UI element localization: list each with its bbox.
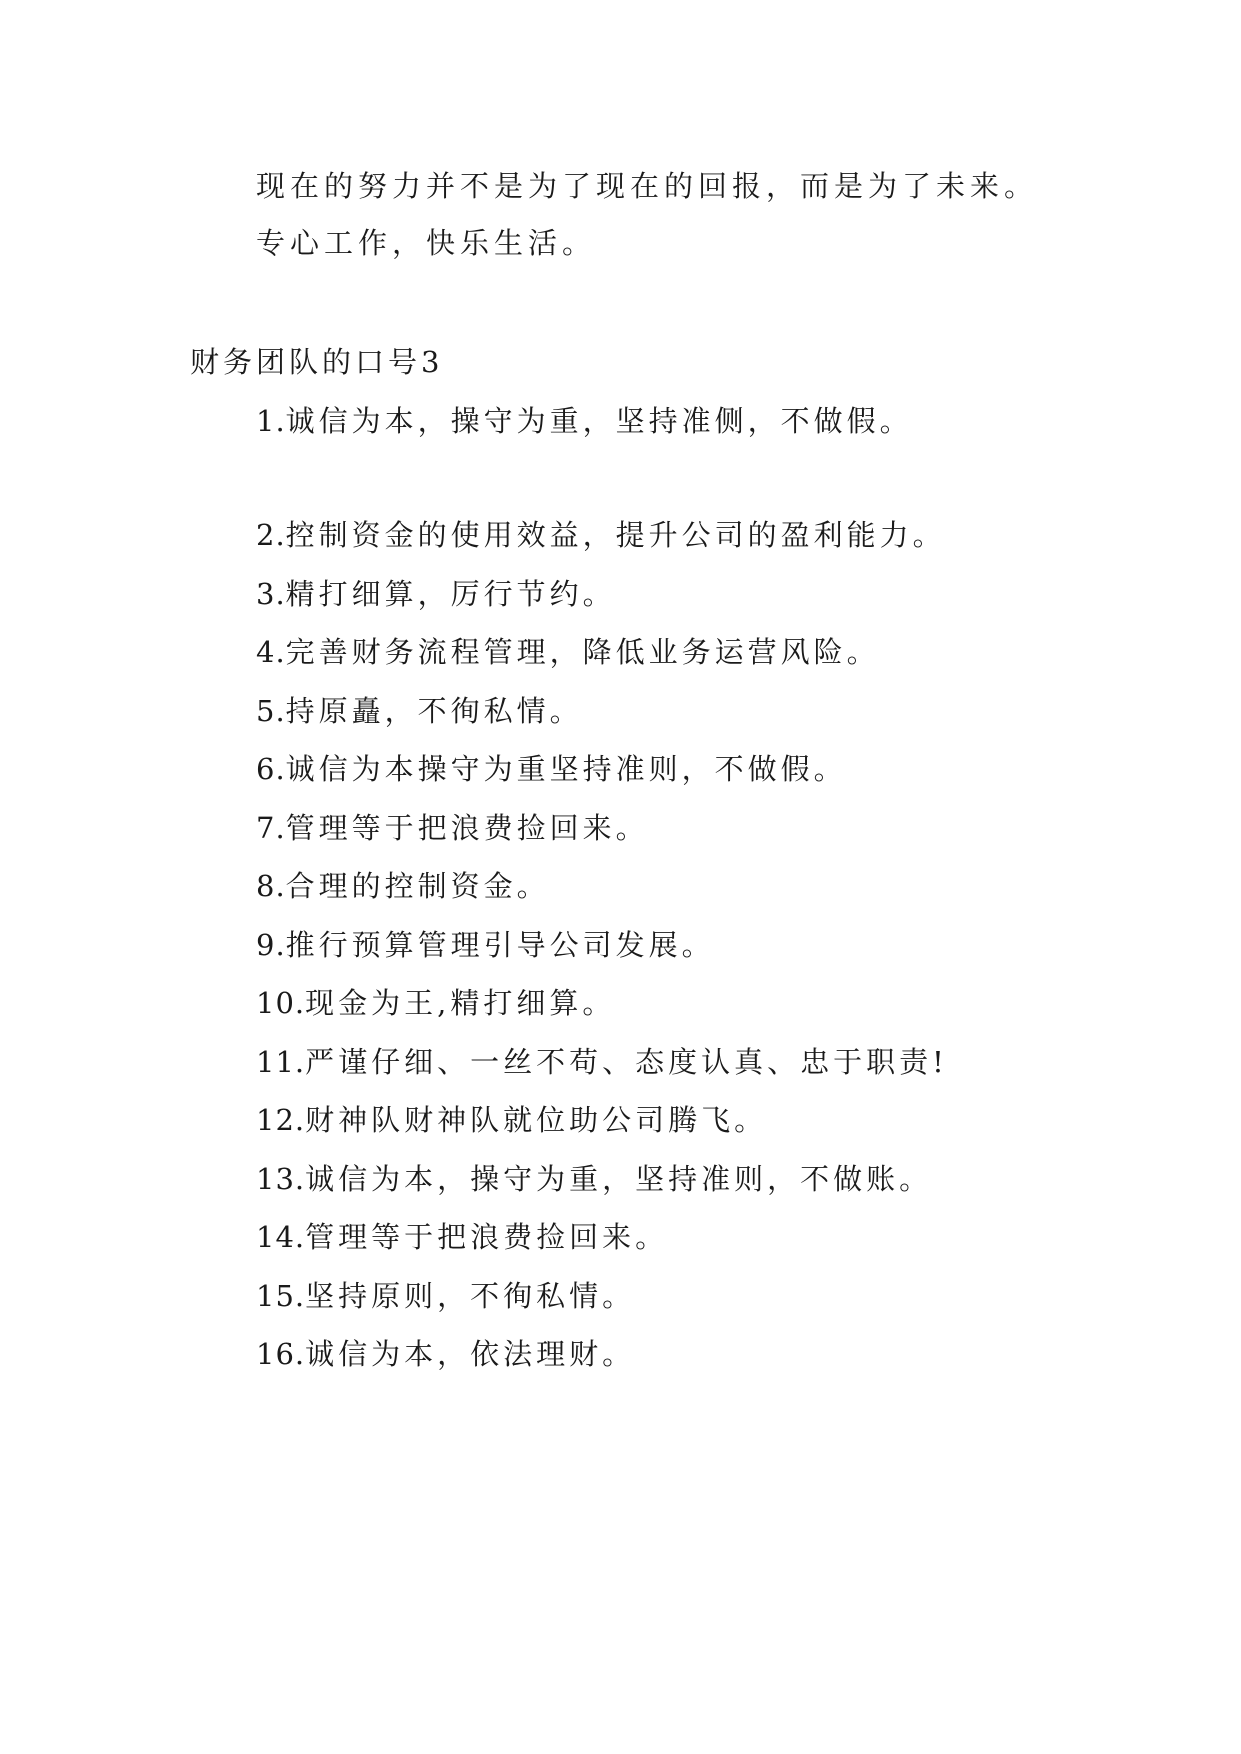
item-text: 管理等于把浪费捡回来。 [305, 1220, 669, 1254]
list-item [256, 1276, 635, 1316]
item-text: 管理等于把浪费捡回来。 [285, 811, 649, 845]
item-number: 16. [256, 1337, 306, 1371]
list-item [256, 925, 715, 965]
list-item [256, 632, 880, 672]
item-text: 严谨仔细、一丝不苟、态度认真、忠于职责! [305, 1045, 948, 1079]
item-number: 8. [256, 869, 286, 903]
item-number: 4. [256, 635, 286, 669]
item-number: 6. [256, 752, 286, 786]
item-number: 15. [256, 1279, 306, 1313]
item-number: 13. [256, 1162, 306, 1196]
item-text: 合理的控制资金。 [285, 869, 550, 903]
intro-line-1: 现在的努力并不是为了现在的回报，而是为了未来。 [256, 169, 1039, 203]
item-number: 2. [256, 518, 286, 552]
list-item [256, 1217, 668, 1257]
section-title: 财务团队的口号3 [190, 345, 444, 379]
list-item [256, 808, 649, 848]
item-number: 9. [256, 928, 286, 962]
list-item [256, 866, 550, 906]
item-number: 10. [256, 986, 306, 1020]
item-number: 5. [256, 694, 286, 728]
item-text: 坚持原则，不徇私情。 [305, 1279, 636, 1313]
item-text: 诚信为本，操守为重，坚持准则，不做账。 [305, 1162, 933, 1196]
item-text: 持原矗，不徇私情。 [285, 694, 583, 728]
item-text: 财神队财神队就位助公司腾飞。 [305, 1103, 768, 1137]
item-number: 7. [256, 811, 286, 845]
item-number: 1. [256, 404, 286, 438]
list-item [256, 1100, 767, 1140]
list-item [256, 574, 616, 614]
item-number: 12. [256, 1103, 306, 1137]
list-item [256, 691, 583, 731]
item-text: 控制资金的使用效益，提升公司的盈利能力。 [285, 518, 946, 552]
item-text: 诚信为本操守为重坚持准则，不做假。 [285, 752, 847, 786]
item-number: 14. [256, 1220, 306, 1254]
list-item [256, 1042, 948, 1082]
list-item [256, 515, 946, 555]
item-number: 11. [256, 1045, 306, 1079]
item-text: 推行预算管理引导公司发展。 [285, 928, 715, 962]
item-text: 诚信为本，操守为重，坚持准侧，不做假。 [285, 404, 913, 438]
item-text: 现金为王,精打细算。 [305, 986, 616, 1020]
list-item [256, 401, 913, 441]
item-text: 诚信为本，依法理财。 [305, 1337, 636, 1371]
list-item [256, 749, 847, 789]
list-item [256, 1334, 635, 1374]
item-text: 精打细算，厉行节约。 [285, 577, 616, 611]
list-item [256, 1159, 932, 1199]
list-item [256, 983, 615, 1023]
item-text: 完善财务流程管理，降低业务运营风险。 [285, 635, 880, 669]
intro-line-2: 专心工作，快乐生活。 [256, 226, 597, 260]
item-number: 3. [256, 577, 286, 611]
